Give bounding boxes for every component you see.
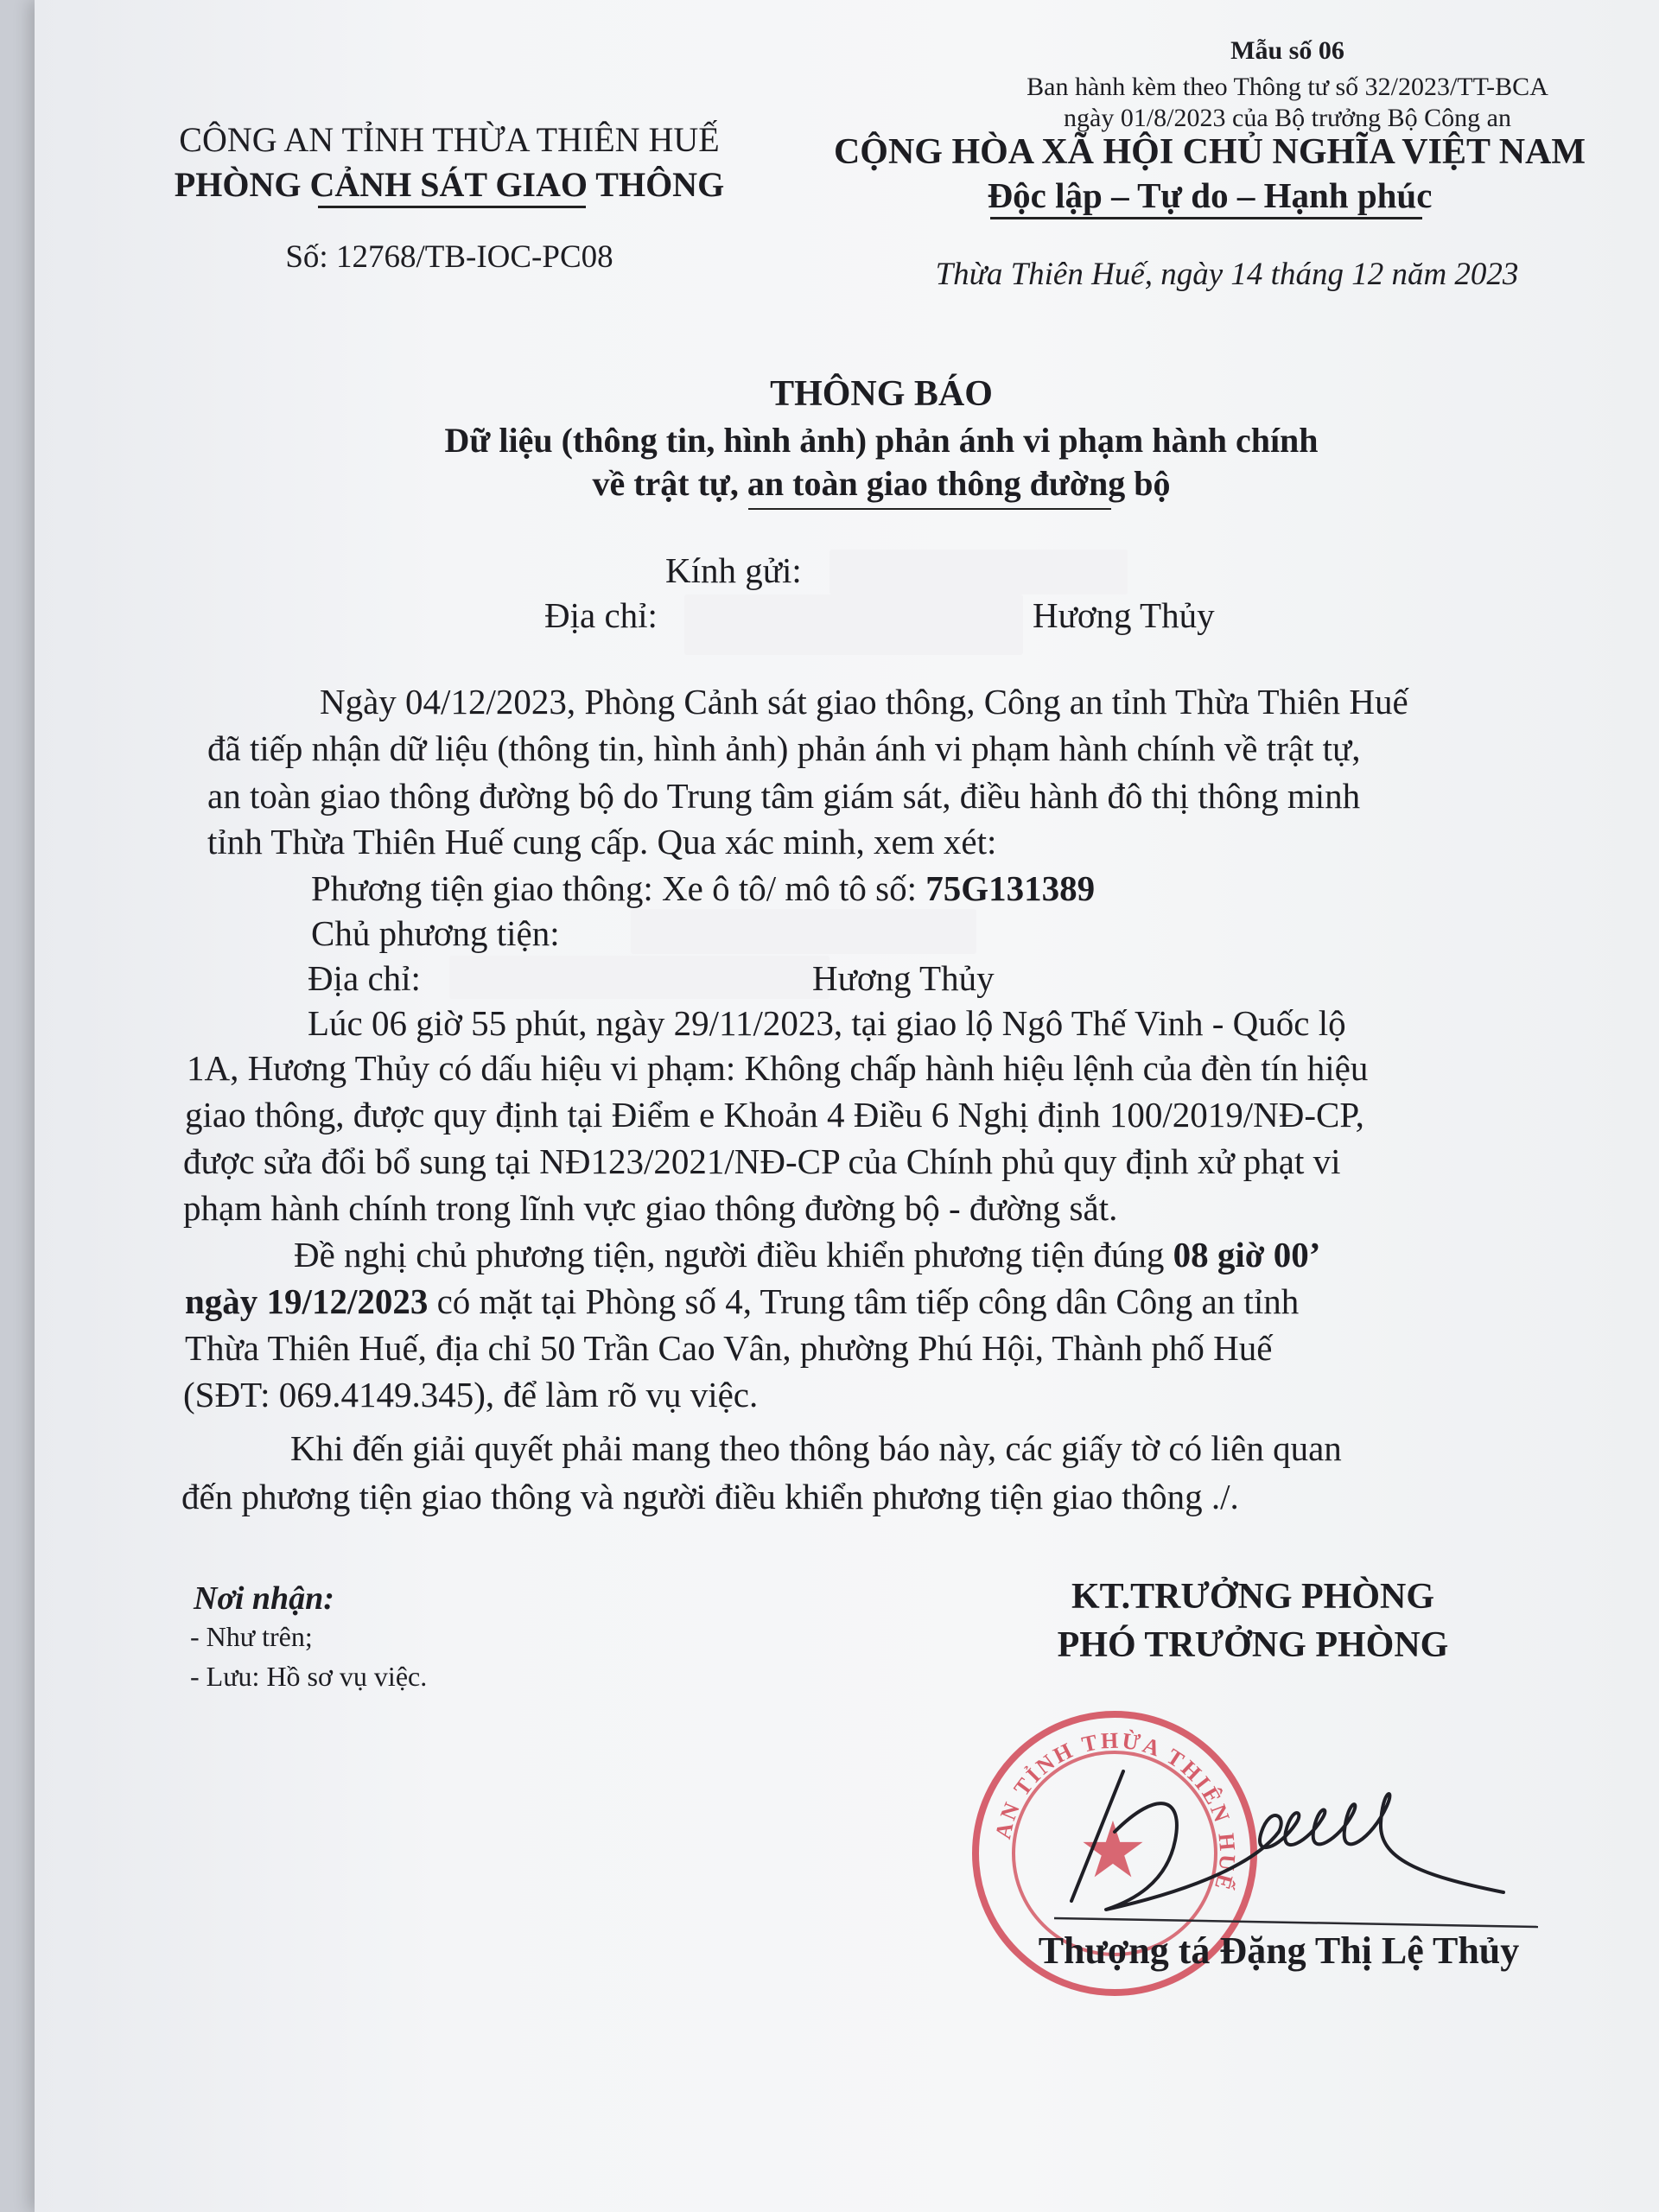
redacted-owner-address <box>449 956 830 999</box>
p3-line2 <box>185 1277 1299 1326</box>
p2-line3: giao thông, được quy định tại Điểm e Khoản 4 Điều 6 Nghị định 100/2019/NĐ-CP, <box>185 1095 1364 1135</box>
signature-role-1: KT.TRƯỞNG PHÒNG <box>1071 1577 1434 1617</box>
p3-line1 <box>294 1230 1320 1280</box>
form-issued-line1: Ban hành kèm theo Thông tư số 32/2023/TT-BCA <box>1027 73 1548 101</box>
title-subtitle-2: về trật tự, an toàn giao thông đường bộ <box>592 464 1171 503</box>
p3-line2-text: có mặt tại Phòng số 4, Trung tâm tiếp công dân Công an tỉnh <box>436 1281 1300 1321</box>
document-page <box>35 0 1659 2212</box>
redacted-recipient-name <box>830 550 1128 594</box>
signer-name: Thượng tá Đặng Thị Lệ Thủy <box>1038 1929 1520 1972</box>
signature-role-2: PHÓ TRƯỞNG PHÒNG <box>1057 1625 1449 1665</box>
p3-line4: (SĐT: 069.4149.345), để làm rõ vụ việc. <box>183 1375 759 1414</box>
p4-line1: Khi đến giải quyết phải mang theo thông báo này, các giấy tờ có liên quan <box>290 1428 1342 1468</box>
title-underline <box>748 508 1111 510</box>
agency-line2: PHÒNG CẢNH SÁT GIAO THÔNG <box>174 165 725 204</box>
nation-underline <box>990 217 1422 219</box>
p2-line2: 1A, Hương Thủy có dấu hiệu vi phạm: Không chấp hành hiệu lệnh của đèn tín hiệu <box>187 1048 1369 1088</box>
owner-address-tail: Hương Thủy <box>812 958 995 998</box>
vehicle-info <box>311 864 1095 913</box>
appointment-date: ngày 19/12/2023 <box>185 1281 429 1321</box>
recipients-item-2: - Lưu: Hồ sơ vụ việc. <box>190 1661 428 1692</box>
p1-line1: Ngày 04/12/2023, Phòng Cảnh sát giao thông, Công an tỉnh Thừa Thiên Huế <box>320 682 1408 721</box>
p3-line1-text: Đề nghị chủ phương tiện, người điều khiển phương tiện đúng <box>294 1235 1165 1274</box>
recipients-label: Nơi nhận: <box>194 1580 334 1617</box>
p2-line4: được sửa đổi bổ sung tại NĐ123/2021/NĐ-CP của Chính phủ quy định xử phạt vi <box>183 1141 1341 1181</box>
vehicle-plate: 75G131389 <box>925 868 1096 908</box>
nation-line1: CỘNG HÒA XÃ HỘI CHỦ NGHĨA VIỆT NAM <box>833 132 1586 172</box>
document-number: Số: 12768/TB-IOC-PC08 <box>285 239 613 275</box>
p1-line2: đã tiếp nhận dữ liệu (thông tin, hình ảnh) phản ánh vi phạm hành chính về trật tự, <box>207 728 1361 768</box>
p2-line1: Lúc 06 giờ 55 phút, ngày 29/11/2023, tại giao lộ Ngô Thế Vinh - Quốc lộ <box>308 1003 1346 1043</box>
p4-line2: đến phương tiện giao thông và người điều khiển phương tiện giao thông ./. <box>181 1477 1239 1516</box>
appointment-time: 08 giờ 00’ <box>1173 1235 1321 1274</box>
p1-line3: an toàn giao thông đường bộ do Trung tâm giám sát, điều hành đô thị thông minh <box>207 776 1361 816</box>
recipients-item-1: - Như trên; <box>190 1621 313 1652</box>
p2-line5: phạm hành chính trong lĩnh vực giao thông đường bộ - đường sắt. <box>183 1188 1118 1228</box>
redacted-owner-name <box>631 909 976 954</box>
document-date: Thừa Thiên Huế, ngày 14 tháng 12 năm 2023 <box>935 257 1519 292</box>
nation-motto: Độc lập – Tự do – Hạnh phúc <box>987 175 1433 215</box>
handwritten-signature <box>1054 1737 1538 1936</box>
title-subtitle-1: Dữ liệu (thông tin, hình ảnh) phản ánh vi phạm hành chính <box>444 421 1319 460</box>
recipient-address-label: Địa chỉ: <box>544 595 658 635</box>
stamp-text: AN TỈNH THỪA THIÊN HUẾ <box>989 1727 1241 1895</box>
agency-line1: CÔNG AN TỈNH THỪA THIÊN HUẾ <box>179 120 720 159</box>
p1-line4: tỉnh Thừa Thiên Huế cung cấp. Qua xác minh, xem xét: <box>207 822 997 861</box>
owner-label: Chủ phương tiện: <box>311 913 560 953</box>
form-number: Mẫu số 06 <box>1230 36 1344 65</box>
vehicle-label: Phương tiện giao thông: Xe ô tô/ mô tô số: <box>311 868 918 908</box>
agency-underline <box>318 206 586 208</box>
stamp-star-icon: ★ <box>1077 1808 1148 1894</box>
owner-address-label: Địa chỉ: <box>308 958 421 998</box>
redacted-recipient-address <box>684 594 1023 655</box>
recipient-address-tail: Hương Thủy <box>1033 595 1215 635</box>
recipient-label: Kính gửi: <box>665 550 802 590</box>
p3-line3: Thừa Thiên Huế, địa chỉ 50 Trần Cao Vân, phường Phú Hội, Thành phố Huế <box>185 1328 1273 1368</box>
document-title: THÔNG BÁO <box>770 374 993 414</box>
form-issued-line2: ngày 01/8/2023 của Bộ trưởng Bộ Công an <box>1064 104 1511 132</box>
